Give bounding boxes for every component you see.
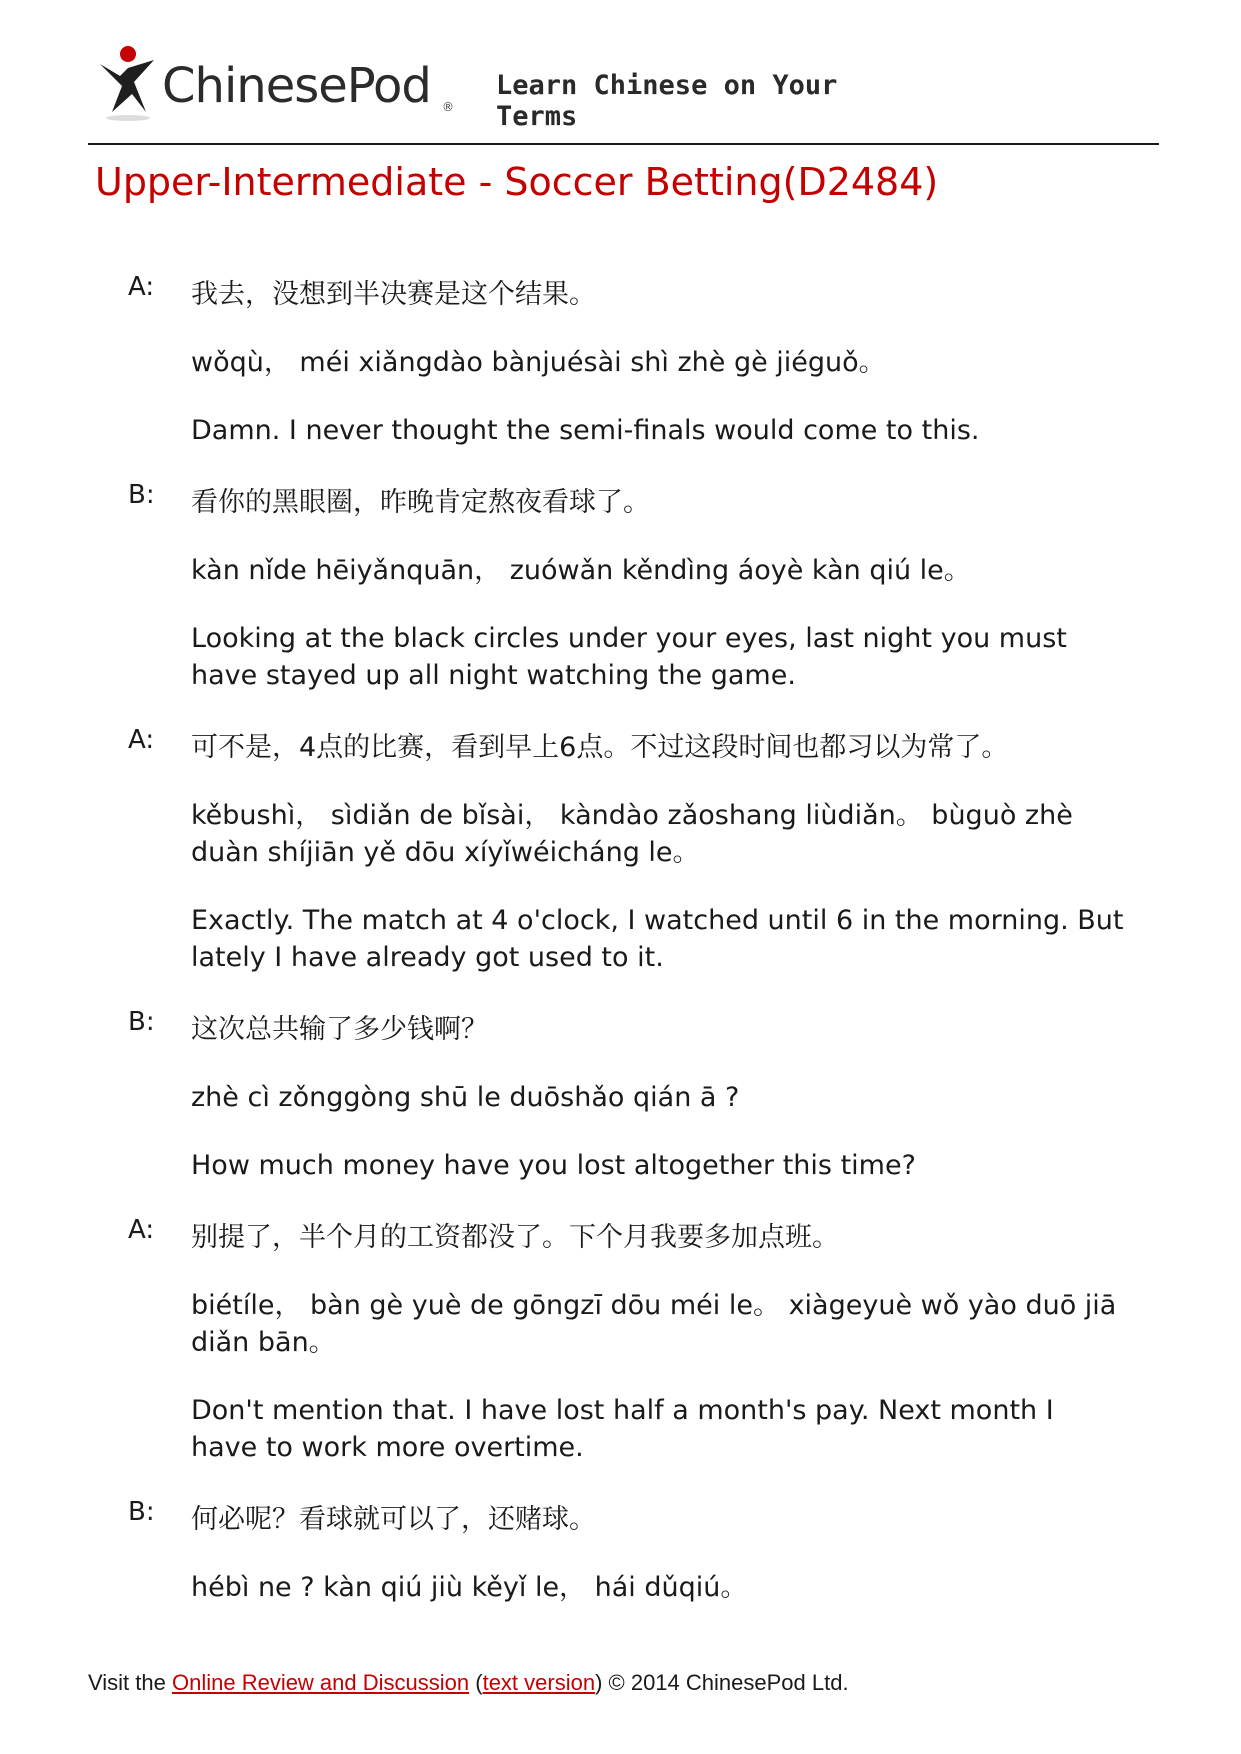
pinyin-line: zhè cì zǒnggòng shū le duōshǎo qián ā ? [191, 1082, 740, 1113]
header-divider [88, 143, 1159, 145]
chinese-line: 看你的黑眼圈，昨晚肯定熬夜看球了。 [191, 487, 650, 518]
speaker-label: A: [128, 1215, 155, 1245]
text-version-link[interactable]: text version [482, 1670, 596, 1695]
speaker-label: B: [128, 480, 155, 510]
lesson-title: Upper-Intermediate - Soccer Betting(D2484) [95, 160, 939, 204]
dialogue-turn [128, 1007, 1128, 1184]
dialogue-turn [128, 1215, 1128, 1466]
english-line: Damn. I never thought the semi-finals would come to this. [191, 415, 980, 446]
pinyin-line: kěbushì， sìdiǎn de bǐsài， kàndào zǎoshang liùdiǎn。 bùguò zhè duàn shíjiān yě dōu xíyǐwéicháng le。 [191, 800, 1073, 868]
chinesepod-logo [98, 42, 458, 132]
pinyin-line: biétíle， bàn gè yuè de gōngzī dōu méi le。 xiàgeyuè wǒ yào duō jiā diǎn bān。 [191, 1290, 1117, 1358]
tagline: Learn Chinese on Your Terms [496, 70, 838, 132]
english-line: Exactly. The match at 4 o'clock, I watched until 6 in the morning. But lately I have already got used to it. [191, 905, 1124, 973]
footer-open-paren: ( [469, 1670, 483, 1695]
pinyin-line: wǒqù， méi xiǎngdào bànjuésài shì zhè gè jiéguǒ。 [191, 347, 886, 378]
dialogue [128, 272, 1128, 1606]
dialogue-turn [128, 1497, 1128, 1606]
chinese-line: 这次总共输了多少钱啊？ [191, 1014, 488, 1045]
footer-prefix: Visit the [88, 1670, 172, 1695]
online-review-link[interactable]: Online Review and Discussion [171, 1670, 470, 1695]
speaker-label: A: [128, 272, 155, 302]
speaker-label: B: [128, 1497, 155, 1527]
running-figure-logo-icon [98, 42, 164, 122]
pinyin-line: hébì ne ? kàn qiú jiù kěyǐ le， hái dǔqiú。 [191, 1572, 748, 1603]
speaker-label: B: [128, 1007, 155, 1037]
dialogue-turn [128, 480, 1128, 694]
chinese-line: 何必呢？看球就可以了，还赌球。 [191, 1504, 596, 1535]
page-footer [88, 1670, 849, 1696]
footer-copyright: ) © 2014 ChinesePod Ltd. [595, 1670, 849, 1695]
chinese-line: 别提了，半个月的工资都没了。下个月我要多加点班。 [191, 1222, 839, 1253]
dialogue-turn [128, 725, 1128, 976]
dialogue-turn [128, 272, 1128, 449]
logo-wordmark: ChinesePod [162, 58, 431, 114]
chinese-line: 我去，没想到半决赛是这个结果。 [191, 279, 596, 310]
speaker-label: A: [128, 725, 155, 755]
chinese-line: 可不是，4点的比赛，看到早上6点。不过这段时间也都习以为常了。 [191, 732, 1009, 763]
english-line: Don't mention that. I have lost half a month's pay. Next month I have to work more overtime. [191, 1395, 1054, 1463]
registered-mark: ® [442, 100, 454, 114]
page-header [88, 30, 918, 130]
english-line: Looking at the black circles under your eyes, last night you must have stayed up all night watching the game. [191, 623, 1067, 691]
english-line: How much money have you lost altogether this time? [191, 1150, 916, 1181]
pinyin-line: kàn nǐde hēiyǎnquān， zuówǎn kěndìng áoyè kàn qiú le。 [191, 555, 971, 586]
